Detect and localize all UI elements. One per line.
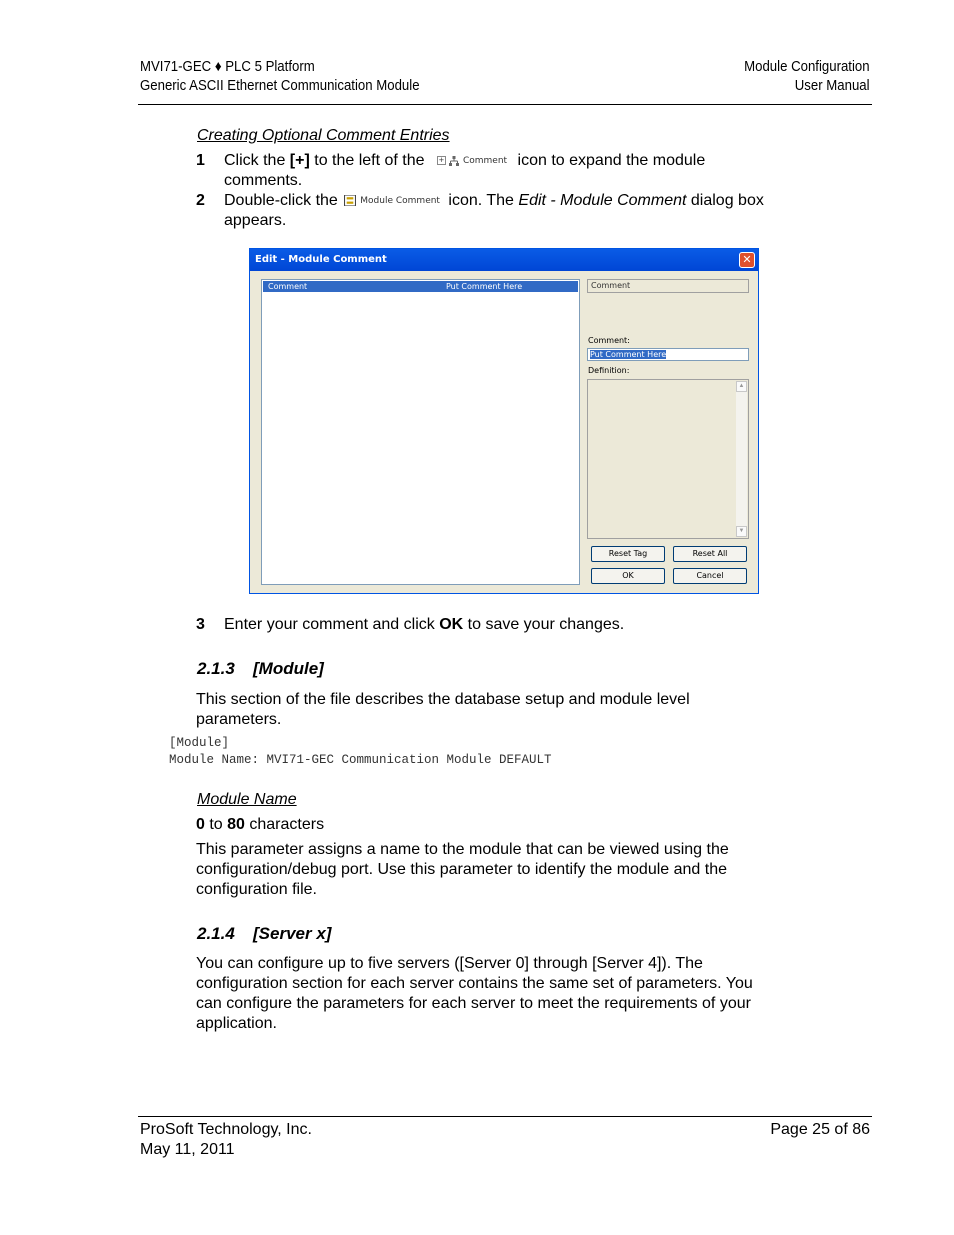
server-line-3: can configure the parameters for each server to meet the requirements of your — [196, 995, 751, 1012]
module-para-line2: parameters. — [196, 711, 282, 728]
cancel-button[interactable]: Cancel — [673, 568, 747, 584]
definition-textarea[interactable] — [587, 379, 749, 539]
list-item-value: Put Comment Here — [446, 282, 523, 291]
header-doc-type: User Manual — [795, 77, 870, 94]
step-2-text — [224, 191, 764, 231]
close-icon[interactable]: ✕ — [739, 252, 755, 268]
comment-list[interactable] — [261, 279, 580, 585]
range-unit: characters — [244, 816, 325, 833]
footer-rule — [138, 1116, 872, 1117]
header-module: Generic ASCII Ethernet Communication Module — [140, 77, 420, 94]
definition-label: Definition: — [588, 366, 630, 375]
module-comment-icon-label: Module Comment — [360, 196, 440, 206]
server-section-title: [Server x] — [253, 924, 332, 943]
ok-button[interactable]: OK — [591, 568, 665, 584]
dialog-title-bar: Edit - Module Comment — [250, 249, 758, 271]
step-3-post: to save your changes. — [463, 616, 625, 633]
range-from: 0 — [196, 816, 205, 833]
module-name-range — [196, 815, 324, 835]
step-1-bold: [+] — [289, 152, 310, 170]
header-right — [745, 57, 870, 95]
module-section-paragraph — [196, 690, 690, 730]
step-1-post: icon to expand the module — [513, 152, 706, 170]
reset-tag-button[interactable]: Reset Tag — [591, 546, 665, 562]
step-2-number: 2 — [196, 192, 205, 209]
comment-input[interactable] — [587, 348, 749, 361]
list-item[interactable] — [263, 281, 578, 292]
step-2-pre: Double-click the — [224, 192, 343, 210]
server-line-4: application. — [196, 1015, 277, 1032]
expand-plus-icon: + — [438, 156, 445, 164]
module-name-subheading: Module Name — [197, 791, 297, 808]
comment-input-value: Put Comment Here — [590, 350, 667, 359]
scroll-down-icon[interactable]: ▼ — [736, 526, 747, 537]
step-2-line2: appears. — [224, 212, 287, 230]
step-2-italic: Edit - Module Comment — [518, 192, 687, 210]
step-2-mid: icon. The — [443, 192, 519, 210]
comment-icon-label: Comment — [462, 156, 508, 166]
step-3-bold: OK — [439, 616, 464, 633]
range-to-word: to — [204, 816, 228, 833]
range-to: 80 — [227, 816, 245, 833]
desc-line-1: This parameter assigns a name to the module that can be viewed using the — [196, 841, 729, 858]
step-1-text — [224, 151, 705, 191]
reset-all-button[interactable]: Reset All — [673, 546, 747, 562]
step-1-line2: comments. — [224, 172, 303, 190]
module-name-description — [196, 840, 729, 900]
desc-line-3: configuration file. — [196, 881, 317, 898]
server-section-number: 2.1.4 — [197, 924, 235, 943]
item-name-field: Comment — [587, 279, 749, 293]
step-3-pre: Enter your comment and click — [224, 616, 440, 633]
tree-hierarchy-icon — [449, 156, 459, 166]
step-1-number: 1 — [196, 152, 205, 169]
comment-subheading: Creating Optional Comment Entries — [197, 127, 450, 144]
list-item-comment: Comment — [268, 282, 308, 291]
module-comment-icon — [344, 191, 440, 211]
header-left — [140, 57, 420, 95]
step-3-number: 3 — [196, 616, 205, 633]
comment-label: Comment: — [588, 336, 630, 345]
footer-company: ProSoft Technology, Inc. — [140, 1121, 312, 1138]
server-section-paragraph — [196, 954, 753, 1034]
server-line-1: You can configure up to five servers ([Server 0] through [Server 4]). The — [196, 955, 703, 972]
code-line-2: Module Name: MVI71-GEC Communication Module DEFAULT — [169, 753, 552, 767]
server-line-2: configuration section for each server contains the same set of parameters. You — [196, 975, 753, 992]
scroll-up-icon[interactable]: ▲ — [736, 381, 747, 392]
module-comment-glyph-icon — [344, 195, 356, 206]
header-product: MVI71-GEC ♦ PLC 5 Platform — [140, 58, 315, 75]
footer-page-number: Page 25 of 86 — [770, 1121, 870, 1138]
footer-date: May 11, 2011 — [140, 1141, 235, 1158]
module-para-line1: This section of the file describes the database setup and module level — [196, 691, 690, 708]
desc-line-2: configuration/debug port. Use this parameter to identify the module and the — [196, 861, 727, 878]
module-code-sample — [169, 735, 552, 769]
step-1-pre: Click the — [224, 152, 290, 170]
module-section-number: 2.1.3 — [197, 659, 235, 678]
code-line-1: [Module] — [169, 736, 230, 750]
module-section-title: [Module] — [253, 659, 324, 678]
header-section: Module Configuration — [744, 58, 870, 75]
step-1-mid: to the left of the — [309, 152, 429, 170]
comment-tree-icon — [437, 151, 507, 171]
header-rule — [138, 104, 872, 105]
footer-left — [140, 1120, 312, 1160]
definition-scrollbar[interactable] — [736, 381, 747, 537]
module-section-heading — [197, 659, 324, 679]
edit-module-comment-dialog — [249, 248, 759, 594]
step-3-text — [224, 615, 624, 635]
step-2-post: dialog box — [686, 192, 764, 210]
server-section-heading — [197, 924, 331, 944]
